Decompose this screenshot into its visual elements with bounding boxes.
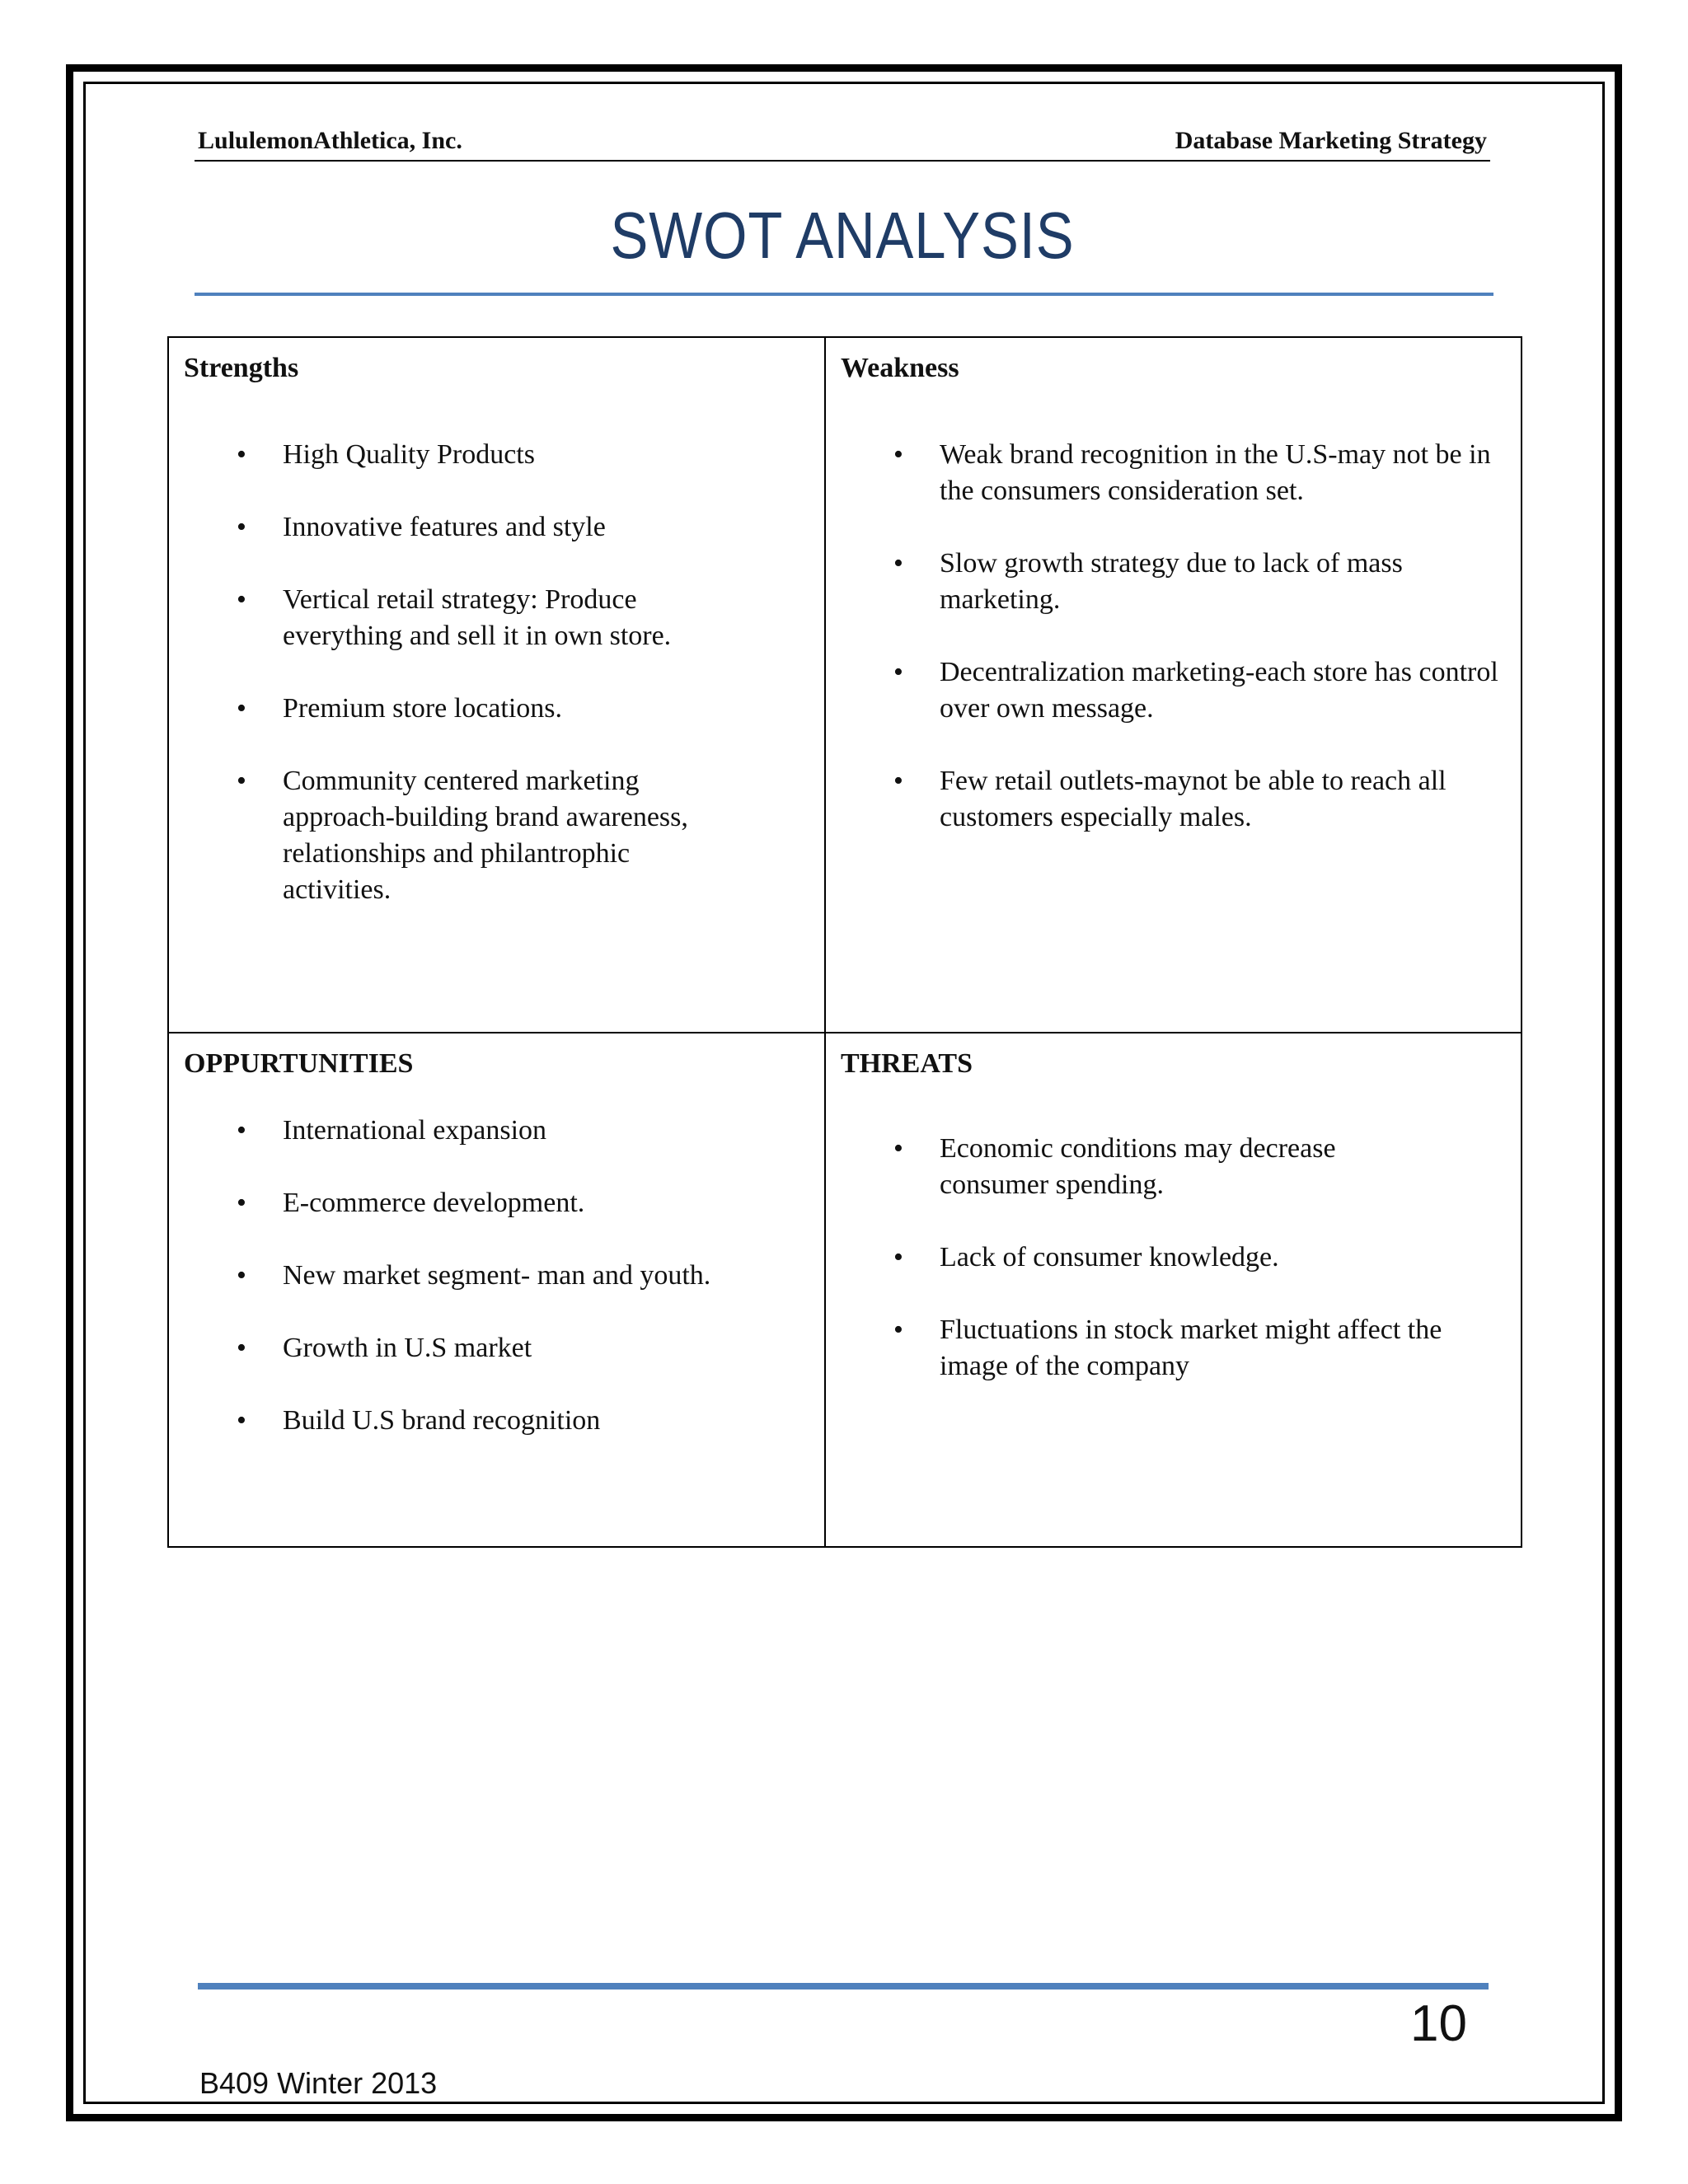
title-underline: [195, 293, 1493, 296]
bullet-icon: •: [237, 1333, 246, 1363]
list-item: • Few retail outlets-maynot be able to reach all customers especially males.: [826, 763, 1504, 836]
bullet-icon: •: [237, 439, 246, 470]
list-item: • Weak brand recognition in the U.S-may not be in the consumers consideration set.: [826, 437, 1504, 509]
running-header: [195, 124, 1490, 162]
strengths-cell: [168, 337, 825, 1033]
header-company: LululemonAthletica, Inc.: [198, 127, 462, 154]
list-item: • International expansion: [169, 1113, 808, 1149]
bullet-icon: •: [893, 1315, 903, 1345]
weakness-cell: [825, 337, 1522, 1033]
bullet-icon: •: [893, 657, 903, 687]
bullet-icon: •: [237, 584, 246, 615]
strengths-heading: Strengths: [184, 353, 299, 383]
list-item: • Innovative features and style: [169, 509, 808, 546]
threats-list: [826, 1131, 1504, 1421]
threats-cell: [825, 1033, 1522, 1547]
bullet-icon: •: [237, 1115, 246, 1146]
opportunities-heading: OPPURTUNITIES: [184, 1048, 414, 1079]
list-item: • Decentralization marketing-each store has control over own message.: [826, 654, 1504, 727]
bullet-icon: •: [893, 1133, 903, 1164]
header-section: Database Marketing Strategy: [1175, 127, 1487, 154]
opportunities-cell: [168, 1033, 825, 1547]
page-number: 10: [1410, 1995, 1467, 2052]
bullet-icon: •: [893, 439, 903, 470]
strengths-list: [169, 437, 808, 944]
list-item: • Premium store locations.: [169, 691, 808, 727]
swot-table: [167, 336, 1522, 1548]
list-item: • High Quality Products: [169, 437, 808, 473]
bullet-icon: •: [237, 1260, 246, 1291]
threats-heading: THREATS: [841, 1048, 973, 1079]
bullet-icon: •: [893, 766, 903, 796]
footer-rule: [198, 1983, 1489, 1990]
list-item: • Community centered marketing approach-building brand awareness, relationships and philantrophic activities.: [169, 763, 808, 908]
bullet-icon: •: [237, 1405, 246, 1436]
bullet-icon: •: [893, 1242, 903, 1272]
list-item: • Build U.S brand recognition: [169, 1403, 808, 1439]
bullet-icon: •: [237, 766, 246, 796]
list-item: • Fluctuations in stock market might affect the image of the company: [826, 1312, 1504, 1385]
list-item: • Economic conditions may decrease consumer spending.: [826, 1131, 1504, 1203]
bullet-icon: •: [237, 1188, 246, 1218]
bullet-icon: •: [893, 548, 903, 579]
list-item: • Vertical retail strategy: Produce everything and sell it in own store.: [169, 582, 808, 654]
page-title: SWOT ANALYSIS: [610, 199, 1075, 272]
list-item: • Slow growth strategy due to lack of mass marketing.: [826, 546, 1504, 618]
weakness-heading: Weakness: [841, 353, 959, 383]
bullet-icon: •: [237, 693, 246, 724]
list-item: • E-commerce development.: [169, 1185, 808, 1221]
list-item: • New market segment- man and youth.: [169, 1258, 808, 1294]
list-item: • Growth in U.S market: [169, 1330, 808, 1366]
footer-course: B409 Winter 2013: [199, 2066, 438, 2100]
opportunities-list: [169, 1113, 808, 1475]
weakness-list: [826, 437, 1504, 872]
bullet-icon: •: [237, 512, 246, 542]
list-item: • Lack of consumer knowledge.: [826, 1240, 1504, 1276]
